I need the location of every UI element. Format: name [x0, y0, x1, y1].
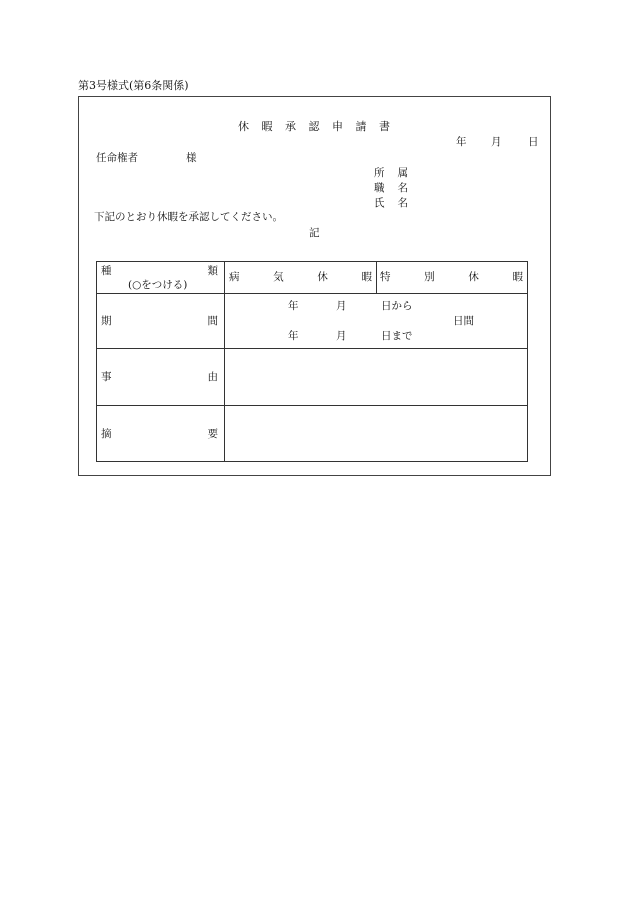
period-to-suffix: 日まで — [381, 330, 413, 342]
period-from-suffix: 日から — [381, 300, 413, 312]
sick-leave-option[interactable]: 病 気 休 暇 — [229, 271, 372, 283]
title-char: 認 — [308, 120, 320, 133]
period-to-month: 月 — [336, 330, 347, 342]
special-leave-option[interactable]: 特 別 休 暇 — [380, 271, 523, 283]
period-from-year: 年 — [288, 300, 299, 312]
row-divider — [96, 348, 528, 349]
summary-label: 摘 要 — [101, 428, 218, 440]
form-title — [238, 121, 390, 132]
title-char: 承 — [285, 120, 296, 133]
form-number: 第3号様式(第6条関係) — [78, 79, 189, 92]
period-label: 期 間 — [101, 315, 218, 327]
column-divider — [376, 261, 377, 293]
summary-field[interactable] — [226, 407, 526, 461]
period-days-label: 日間 — [453, 315, 474, 327]
request-text: 下記のとおり休暇を承認してください。 — [94, 211, 283, 223]
position-label: 職 名 — [374, 182, 408, 194]
name-label: 氏 名 — [374, 197, 408, 209]
title-char: 請 — [355, 120, 367, 133]
addressee-honorific: 様 — [186, 152, 197, 164]
date-year-label: 年 — [456, 136, 467, 148]
row-divider — [96, 293, 528, 294]
period-to-year: 年 — [288, 330, 299, 342]
period-from-month: 月 — [336, 300, 347, 312]
title-char: 休 — [238, 120, 249, 133]
title-char: 申 — [332, 120, 343, 133]
addressee-role: 任命権者 — [96, 152, 138, 164]
reason-field[interactable] — [226, 350, 526, 404]
ki-label: 記 — [309, 227, 320, 239]
date-month-label: 月 — [491, 136, 502, 148]
title-char: 書 — [379, 120, 390, 133]
row-divider — [96, 405, 528, 406]
type-note: (○をつける) — [128, 279, 188, 291]
affiliation-label: 所 属 — [374, 167, 408, 179]
date-day-label: 日 — [528, 136, 539, 148]
title-char: 暇 — [261, 120, 273, 133]
column-divider — [224, 261, 225, 462]
reason-label: 事 由 — [101, 371, 218, 383]
type-label: 種 類 — [101, 265, 218, 277]
